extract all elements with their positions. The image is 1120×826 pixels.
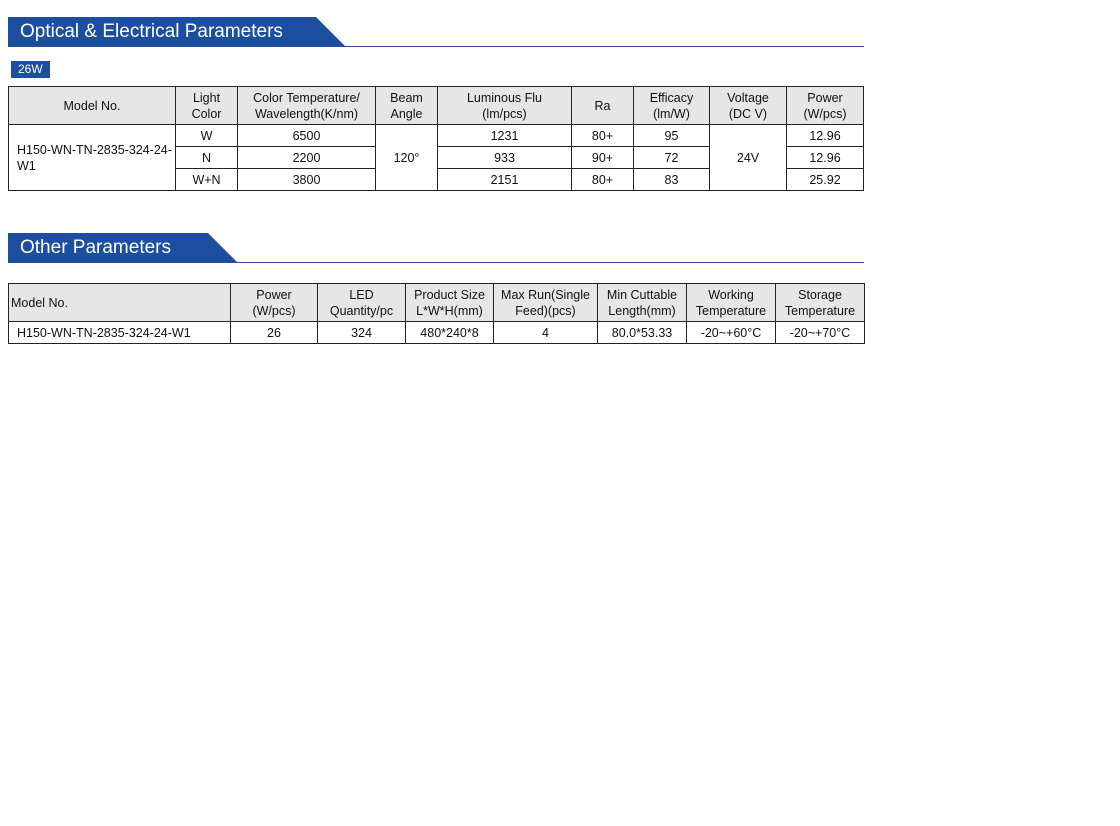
header-model-no: Model No. (9, 87, 176, 125)
color-temp-cell: 3800 (238, 169, 376, 191)
storage-temp-cell: -20~+70°C (776, 322, 865, 344)
light-color-cell: W (176, 125, 238, 147)
header-color-temperature: Color Temperature/ Wavelength(K/nm) (238, 87, 376, 125)
header-model-no: Model No. (9, 284, 231, 322)
min-cuttable-cell: 80.0*53.33 (598, 322, 687, 344)
ra-cell: 80+ (572, 125, 634, 147)
voltage-cell: 24V (710, 125, 787, 191)
other-section-title: Other Parameters (20, 237, 171, 258)
efficacy-cell: 95 (634, 125, 710, 147)
model-number-cell: H150-WN-TN-2835-324-24-W1 (9, 125, 176, 191)
power-cell: 26 (231, 322, 318, 344)
header-working-temperature: Working Temperature (687, 284, 776, 322)
led-quantity-cell: 324 (318, 322, 406, 344)
working-temp-cell: -20~+60°C (687, 322, 776, 344)
table-header-row (9, 284, 865, 322)
color-temp-cell: 6500 (238, 125, 376, 147)
header-product-size: Product Size L*W*H(mm) (406, 284, 494, 322)
table-row (9, 125, 864, 147)
header-storage-temperature: Storage Temperature (776, 284, 865, 322)
header-light-color: Light Color (176, 87, 238, 125)
color-temp-cell: 2200 (238, 147, 376, 169)
header-ra: Ra (572, 87, 634, 125)
header-power: Power (W/pcs) (787, 87, 864, 125)
header-luminous-flux: Luminous Flu (lm/pcs) (438, 87, 572, 125)
header-power: Power (W/pcs) (231, 284, 318, 322)
max-run-cell: 4 (494, 322, 598, 344)
header-min-cuttable: Min Cuttable Length(mm) (598, 284, 687, 322)
header-beam-angle: Beam Angle (376, 87, 438, 125)
efficacy-cell: 72 (634, 147, 710, 169)
luminous-flux-cell: 933 (438, 147, 572, 169)
header-led-quantity: LED Quantity/pc (318, 284, 406, 322)
table-header-row (9, 87, 864, 125)
header-max-run: Max Run(Single Feed)(pcs) (494, 284, 598, 322)
section-rule (8, 262, 864, 263)
product-size-cell: 480*240*8 (406, 322, 494, 344)
power-cell: 25.92 (787, 169, 864, 191)
other-section-header (8, 233, 864, 263)
section-rule (8, 46, 864, 47)
power-cell: 12.96 (787, 125, 864, 147)
beam-angle-cell: 120° (376, 125, 438, 191)
light-color-cell: N (176, 147, 238, 169)
efficacy-cell: 83 (634, 169, 710, 191)
luminous-flux-cell: 2151 (438, 169, 572, 191)
wattage-badge: 26W (11, 61, 50, 78)
optical-electrical-table (8, 86, 864, 191)
header-efficacy: Efficacy (lm/W) (634, 87, 710, 125)
ra-cell: 90+ (572, 147, 634, 169)
header-voltage: Voltage (DC V) (710, 87, 787, 125)
table-row (9, 322, 865, 344)
optical-section-header (8, 17, 864, 47)
model-number-cell: H150-WN-TN-2835-324-24-W1 (9, 322, 231, 344)
luminous-flux-cell: 1231 (438, 125, 572, 147)
ra-cell: 80+ (572, 169, 634, 191)
light-color-cell: W+N (176, 169, 238, 191)
optical-section-title: Optical & Electrical Parameters (20, 21, 283, 42)
power-cell: 12.96 (787, 147, 864, 169)
other-parameters-table (8, 283, 865, 344)
